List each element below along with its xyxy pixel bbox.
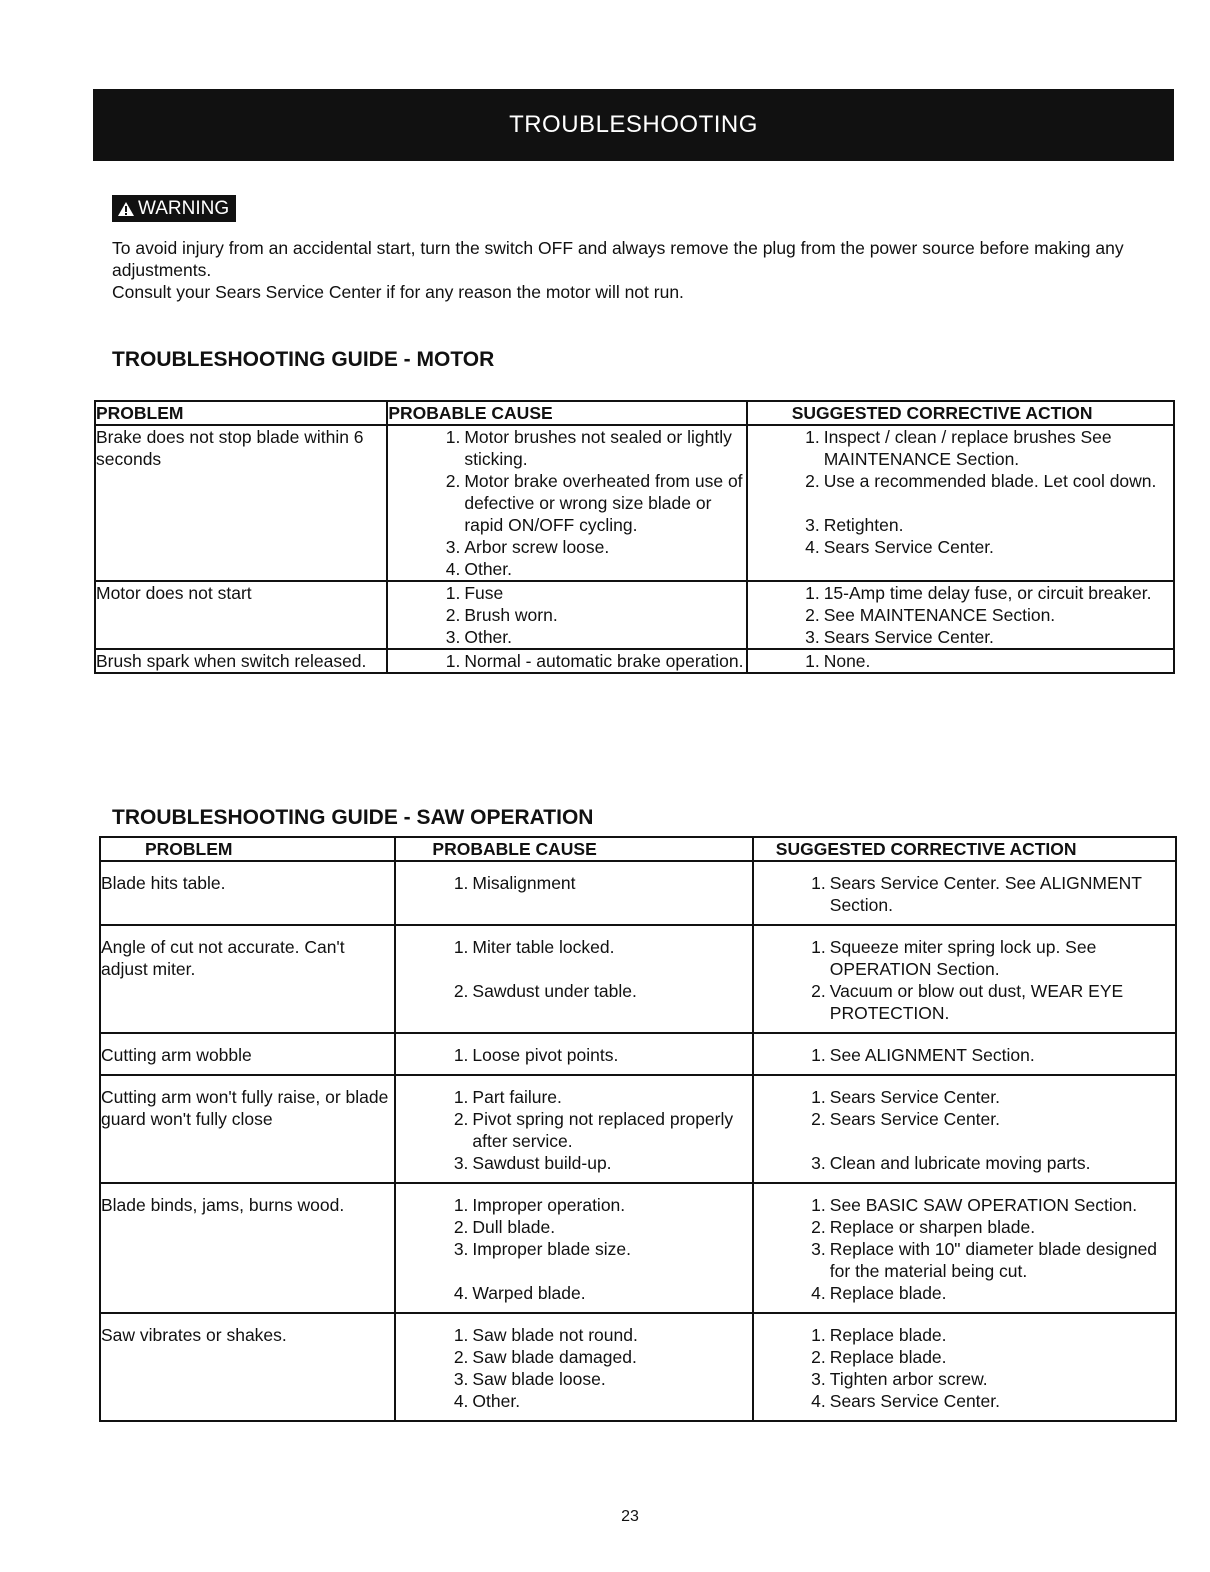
- item-text: Clean and lubricate moving parts.: [829, 1153, 1091, 1173]
- item-text: Loose pivot points.: [472, 1045, 619, 1065]
- item-number: 1.: [445, 651, 461, 671]
- list-item: [396, 1260, 751, 1282]
- warning-label: WARNING: [138, 197, 230, 219]
- item-number: 1.: [811, 873, 826, 893]
- cause-cell: [395, 1033, 752, 1075]
- page-banner: [93, 89, 1174, 161]
- item-text: Sears Service Center.: [829, 1109, 1000, 1129]
- cause-list: [396, 936, 751, 1002]
- action-cell: [753, 1075, 1176, 1183]
- item-text: Squeeze miter spring lock up. See OPERATION Section.: [829, 937, 1097, 979]
- item-number: 4.: [811, 1391, 826, 1411]
- problem-cell: Angle of cut not accurate. Can't adjust miter.: [100, 925, 395, 1033]
- item-text: Tighten arbor screw.: [829, 1369, 988, 1389]
- item-text: [830, 1130, 1175, 1152]
- item-text: Misalignment: [472, 873, 576, 893]
- item-number: 1.: [811, 1325, 826, 1345]
- saw-guide-table: [99, 836, 1177, 1422]
- item-text: See ALIGNMENT Section.: [829, 1045, 1035, 1065]
- item-number: 1.: [805, 651, 820, 671]
- cause-cell: [387, 649, 746, 673]
- cause-list: [388, 426, 745, 580]
- item-number: 1.: [453, 1195, 469, 1215]
- item-number: 1.: [445, 583, 461, 603]
- cause-cell: [395, 1313, 752, 1421]
- table-row: [100, 1183, 1176, 1313]
- list-item: [754, 1130, 1175, 1152]
- item-number: 2.: [811, 1109, 826, 1129]
- table-row: [100, 1033, 1176, 1075]
- action-list: [754, 1324, 1175, 1412]
- item-number: 2.: [805, 471, 820, 491]
- list-item: [748, 536, 1173, 558]
- item-text: Replace blade.: [829, 1347, 947, 1367]
- item-text: Other.: [464, 559, 513, 579]
- motor-guide-table: [94, 400, 1175, 674]
- item-text: Arbor screw loose.: [464, 537, 610, 557]
- list-item: [754, 1108, 1175, 1130]
- list-item: [748, 514, 1173, 536]
- list-item: [754, 1368, 1175, 1390]
- item-text: Brush worn.: [464, 605, 558, 625]
- list-item: [388, 604, 745, 626]
- item-number: 1.: [453, 1045, 469, 1065]
- warning-line: Consult your Sears Service Center if for any reason the motor will not run.: [112, 282, 684, 302]
- item-number: 2.: [453, 1217, 469, 1237]
- item-number: 1.: [453, 873, 469, 893]
- action-list: [748, 650, 1173, 672]
- list-item: [748, 626, 1173, 648]
- list-item: [396, 1194, 751, 1216]
- item-number: 1.: [811, 1087, 826, 1107]
- item-number: 2.: [445, 605, 461, 625]
- item-number: 2.: [453, 1347, 469, 1367]
- item-number: 4.: [811, 1283, 826, 1303]
- header-cause: PROBABLE CAUSE: [387, 401, 746, 425]
- item-text: Retighten.: [823, 515, 904, 535]
- item-number: 3.: [811, 1369, 826, 1389]
- list-item: [396, 1238, 751, 1260]
- item-text: Sawdust under table.: [472, 981, 637, 1001]
- item-number: 3.: [453, 1239, 469, 1259]
- action-list: [748, 582, 1173, 648]
- item-text: Sears Service Center.: [823, 537, 994, 557]
- item-number: 3.: [811, 1153, 826, 1173]
- action-list: [754, 872, 1175, 916]
- saw-guide-title: TROUBLESHOOTING GUIDE - SAW OPERATION: [112, 806, 594, 829]
- list-item: [754, 1346, 1175, 1368]
- item-number: 4.: [453, 1283, 469, 1303]
- item-number: 4.: [453, 1391, 469, 1411]
- item-number: 2.: [805, 605, 820, 625]
- header-problem: PROBLEM: [95, 401, 387, 425]
- item-number: 1.: [805, 427, 820, 447]
- action-list: [754, 936, 1175, 1024]
- action-cell: [747, 425, 1174, 581]
- cause-list: [396, 1194, 751, 1304]
- item-text: Normal - automatic brake operation.: [464, 651, 744, 671]
- list-item: [754, 1086, 1175, 1108]
- cause-list: [388, 650, 745, 672]
- table-header-row: [95, 401, 1174, 425]
- item-text: [472, 958, 751, 980]
- action-list: [748, 426, 1173, 558]
- item-number: 2.: [453, 1109, 469, 1129]
- item-text: Miter table locked.: [472, 937, 615, 957]
- item-number: 2.: [445, 471, 461, 491]
- list-item: [754, 936, 1175, 980]
- cause-cell: [395, 925, 752, 1033]
- list-item: [754, 1044, 1175, 1066]
- item-text: Other.: [464, 627, 513, 647]
- list-item: [388, 426, 745, 470]
- problem-cell: Blade binds, jams, burns wood.: [100, 1183, 395, 1313]
- list-item: [748, 604, 1173, 626]
- warning-text: [112, 237, 1172, 303]
- item-text: Other.: [472, 1391, 521, 1411]
- item-number: 3.: [453, 1369, 469, 1389]
- list-item: [396, 1044, 751, 1066]
- page-title: TROUBLESHOOTING: [509, 111, 758, 138]
- item-text: Inspect / clean / replace brushes See MAINTENANCE Section.: [823, 427, 1112, 469]
- item-text: Dull blade.: [472, 1217, 556, 1237]
- item-number: 2.: [811, 1217, 826, 1237]
- list-item: [754, 1282, 1175, 1304]
- item-text: Sears Service Center.: [829, 1391, 1000, 1411]
- action-cell: [753, 925, 1176, 1033]
- action-cell: [747, 649, 1174, 673]
- list-item: [754, 1216, 1175, 1238]
- list-item: [748, 650, 1173, 672]
- item-number: 3.: [805, 515, 820, 535]
- item-text: Motor brushes not sealed or lightly sticking.: [464, 427, 732, 469]
- table-row: [100, 1075, 1176, 1183]
- list-item: [388, 558, 745, 580]
- cause-list: [388, 582, 745, 648]
- list-item: [748, 492, 1173, 514]
- item-text: Replace blade.: [829, 1325, 947, 1345]
- cause-cell: [387, 581, 746, 649]
- item-number: 1.: [811, 1195, 826, 1215]
- problem-cell: Blade hits table.: [100, 861, 395, 925]
- item-text: None.: [823, 651, 871, 671]
- item-number: 3.: [811, 1239, 826, 1259]
- cause-list: [396, 1044, 751, 1066]
- item-text: [472, 1260, 751, 1282]
- item-text: Sears Service Center.: [829, 1087, 1000, 1107]
- item-text: Vacuum or blow out dust, WEAR EYE PROTECTION.: [829, 981, 1124, 1023]
- item-text: See BASIC SAW OPERATION Section.: [829, 1195, 1138, 1215]
- list-item: [396, 1152, 751, 1174]
- item-number: 3.: [445, 627, 461, 647]
- list-item: [754, 872, 1175, 916]
- list-item: [396, 1368, 751, 1390]
- warning-line: To avoid injury from an accidental start, turn the switch OFF and always remove the plug from the power source before making any adjustments.: [112, 238, 1124, 280]
- item-text: Use a recommended blade. Let cool down.: [823, 471, 1157, 491]
- list-item: [748, 582, 1173, 604]
- item-text: Improper blade size.: [472, 1239, 631, 1259]
- list-item: [396, 980, 751, 1002]
- cause-list: [396, 1086, 751, 1174]
- item-text: Replace or sharpen blade.: [829, 1217, 1036, 1237]
- action-cell: [753, 1313, 1176, 1421]
- item-text: See MAINTENANCE Section.: [823, 605, 1056, 625]
- list-item: [396, 1086, 751, 1108]
- list-item: [754, 1390, 1175, 1412]
- item-text: [824, 492, 1173, 514]
- action-list: [754, 1194, 1175, 1304]
- list-item: [396, 1346, 751, 1368]
- table-row: [100, 861, 1176, 925]
- header-action: SUGGESTED CORRECTIVE ACTION: [747, 401, 1174, 425]
- page-number: 23: [621, 1508, 639, 1525]
- item-text: Replace with 10" diameter blade designed for the material being cut.: [829, 1239, 1158, 1281]
- list-item: [396, 1282, 751, 1304]
- motor-guide-title: TROUBLESHOOTING GUIDE - MOTOR: [112, 348, 495, 371]
- problem-cell: Cutting arm wobble: [100, 1033, 395, 1075]
- list-item: [396, 958, 751, 980]
- action-list: [754, 1086, 1175, 1174]
- item-text: Saw blade not round.: [472, 1325, 638, 1345]
- problem-cell: Motor does not start: [95, 581, 387, 649]
- item-number: 3.: [453, 1153, 469, 1173]
- item-number: 1.: [453, 1325, 469, 1345]
- cause-cell: [395, 1183, 752, 1313]
- list-item: [396, 1390, 751, 1412]
- action-cell: [753, 861, 1176, 925]
- item-text: Improper operation.: [472, 1195, 626, 1215]
- item-text: Saw blade damaged.: [472, 1347, 637, 1367]
- item-number: 1.: [811, 1045, 826, 1065]
- item-text: Fuse: [464, 583, 504, 603]
- list-item: [396, 872, 751, 894]
- item-text: Motor brake overheated from use of defective or wrong size blade or rapid ON/OFF cycling.: [464, 471, 743, 535]
- item-number: 2.: [811, 1347, 826, 1367]
- item-number: 2.: [453, 981, 469, 1001]
- cause-cell: [395, 861, 752, 925]
- item-number: 1.: [445, 427, 461, 447]
- list-item: [388, 650, 745, 672]
- cause-list: [396, 872, 751, 894]
- list-item: [388, 536, 745, 558]
- item-text: 15-Amp time delay fuse, or circuit breaker.: [823, 583, 1152, 603]
- item-number: 3.: [805, 627, 820, 647]
- list-item: [388, 470, 745, 536]
- table-row: [95, 649, 1174, 673]
- item-number: 1.: [453, 937, 469, 957]
- table-row: [100, 925, 1176, 1033]
- item-number: 4.: [445, 559, 461, 579]
- list-item: [754, 1152, 1175, 1174]
- list-item: [396, 1108, 751, 1152]
- item-number: 1.: [805, 583, 820, 603]
- list-item: [748, 426, 1173, 470]
- problem-cell: Brush spark when switch released.: [95, 649, 387, 673]
- action-list: [754, 1044, 1175, 1066]
- cause-list: [396, 1324, 751, 1412]
- item-text: Warped blade.: [472, 1283, 586, 1303]
- item-number: 1.: [453, 1087, 469, 1107]
- item-number: 4.: [805, 537, 820, 557]
- item-text: Replace blade.: [829, 1283, 947, 1303]
- list-item: [388, 582, 745, 604]
- cause-cell: [395, 1075, 752, 1183]
- warning-badge: [112, 195, 236, 222]
- warning-triangle-icon: [117, 201, 135, 217]
- list-item: [754, 1194, 1175, 1216]
- header-action: SUGGESTED CORRECTIVE ACTION: [753, 837, 1176, 861]
- table-row: [95, 581, 1174, 649]
- table-header-row: [100, 837, 1176, 861]
- problem-cell: Saw vibrates or shakes.: [100, 1313, 395, 1421]
- item-text: Sears Service Center. See ALIGNMENT Section.: [829, 873, 1142, 915]
- item-text: Saw blade loose.: [472, 1369, 606, 1389]
- cause-cell: [387, 425, 746, 581]
- list-item: [748, 470, 1173, 492]
- action-cell: [747, 581, 1174, 649]
- problem-cell: Cutting arm won't fully raise, or blade guard won't fully close: [100, 1075, 395, 1183]
- item-text: Part failure.: [472, 1087, 562, 1107]
- list-item: [754, 1324, 1175, 1346]
- item-text: Sears Service Center.: [823, 627, 994, 647]
- item-text: Pivot spring not replaced properly after service.: [472, 1109, 734, 1151]
- list-item: [754, 980, 1175, 1024]
- list-item: [396, 936, 751, 958]
- item-number: 2.: [811, 981, 826, 1001]
- action-cell: [753, 1183, 1176, 1313]
- item-text: Sawdust build-up.: [472, 1153, 612, 1173]
- list-item: [754, 1238, 1175, 1282]
- header-cause: PROBABLE CAUSE: [395, 837, 752, 861]
- item-number: 1.: [811, 937, 826, 957]
- item-number: 3.: [445, 537, 461, 557]
- action-cell: [753, 1033, 1176, 1075]
- table-row: [100, 1313, 1176, 1421]
- problem-cell: Brake does not stop blade within 6 seconds: [95, 425, 387, 581]
- header-problem: PROBLEM: [100, 837, 395, 861]
- list-item: [396, 1216, 751, 1238]
- list-item: [388, 626, 745, 648]
- table-row: [95, 425, 1174, 581]
- list-item: [396, 1324, 751, 1346]
